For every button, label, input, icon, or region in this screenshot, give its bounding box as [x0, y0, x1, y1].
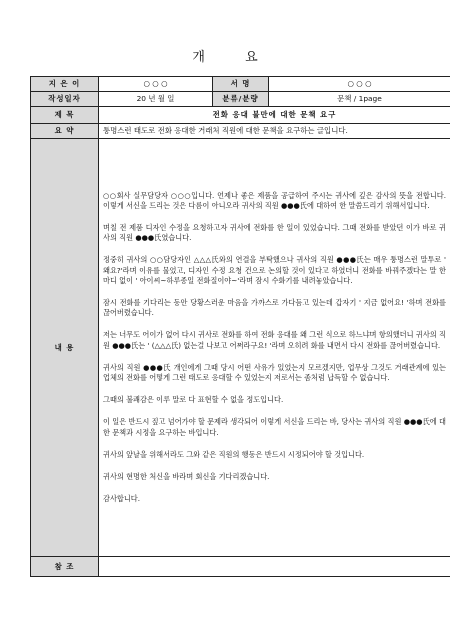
content-paragraph: 잠시 전화를 기다리는 동안 당황스러운 마음을 가까스로 가다듬고 있는데 갑자기 ' 지금 없어요! '하며 전화를 끊어버렸습니다.	[103, 297, 446, 318]
reference-label: 참 조	[31, 557, 99, 577]
document-title: 개 요	[192, 50, 276, 65]
signature-value[interactable]: ○ ○ ○	[269, 77, 450, 92]
summary-form-table	[30, 76, 450, 577]
content-paragraph: ○○회사 실무담당자 ○○○입니다. 언제나 좋은 제품을 공급하여 주시는 귀사에 깊은 감사의 뜻을 전합니다. 이렇게 서신을 드리는 것은 다름이 아니오라 귀사의 직원 ●●●氏에 대하여 한 말씀드리기 위해서입니다.	[103, 190, 446, 210]
content-body[interactable]	[99, 139, 450, 557]
content-paragraph: 감사합니다.	[103, 494, 141, 504]
summary-label: 요 약	[31, 124, 99, 139]
content-paragraph: 저는 너무도 어이가 없어 다시 귀사로 전화를 하여 전화 응대를 왜 그런 식으로 하느냐며 항의했더니 귀사의 직원 ●●●氏는 ' (△△△氏) 없는걸 나보고 어쩌라구요! '라며 오히려 화를 내면서 다시 전화를 끊어버렸습니다.	[103, 330, 446, 350]
author-value[interactable]: ○ ○ ○	[99, 77, 213, 92]
content-paragraph: 그때의 불쾌감은 이루 말로 다 표현할 수 없을 정도입니다.	[103, 395, 284, 405]
summary-row	[31, 124, 450, 139]
author-label: 지 은 이	[31, 77, 99, 92]
reference-row	[31, 557, 450, 577]
content-paragraph: 귀사의 앞날을 위해서라도 그와 같은 직원의 행동은 반드시 시정되어야 할 것입니다.	[103, 449, 365, 459]
subject-row	[31, 107, 450, 124]
content-paragraph: 이 일은 반드시 짚고 넘어가야 할 문제라 생각되어 이렇게 서신을 드리는 바, 당사는 귀사의 직원 ●●●氏에 대한 문책과 시정을 요구하는 바입니다.	[103, 417, 446, 437]
date-row	[31, 92, 450, 107]
reference-value[interactable]	[99, 557, 450, 577]
content-paragraph: 귀사의 직원 ●●●氏 개인에게 그때 당시 어떤 사유가 있었는지 모르겠지만, 업무상 그것도 거래관계에 있는 업체의 전화를 어떻게 그런 태도로 응대할 수 있었는지 저로서는 좀처럼 납득할 수 없습니다.	[103, 362, 446, 382]
signature-label: 서 명	[213, 77, 269, 92]
content-paragraph: 귀사의 현명한 처신을 바라며 회신을 기다리겠습니다.	[103, 472, 270, 482]
content-row	[31, 139, 450, 557]
subject-value[interactable]: 전화 응대 불만에 대한 문책 요구	[99, 107, 450, 124]
author-row	[31, 77, 450, 92]
subject-label: 제 목	[31, 107, 99, 124]
content-paragraph: 정중히 귀사의 ○○담당자인 △△△氏와의 연결을 부탁했으나 귀사의 직원 ●●●氏는 매우 퉁명스런 말투로 ' 왜요?'라며 이유를 물었고, 디자인 수정 요청 건으로 논의할 것이 있다고 하였더니 전화를 바꿔주겠다는 말 한 마디 없이 ' 아이씨~하루종일 전화질이야~'라며 잠시 수화기를 내려놓았습니다.	[103, 255, 446, 285]
category-value[interactable]: 문책 / 1page	[269, 92, 450, 107]
content-label: 내 용	[31, 139, 99, 557]
date-label: 작성일자	[31, 92, 99, 107]
date-value[interactable]: 20 년 월 일	[99, 92, 213, 107]
content-paragraph: 며칠 전 제품 디자인 수정을 요청하고자 귀사에 전화를 한 일이 있었습니다. 그때 전화를 받았던 이가 바로 귀사의 직원 ●●●氏였습니다.	[103, 222, 446, 243]
category-label: 분류/분량	[213, 92, 269, 107]
summary-value[interactable]: 퉁명스런 태도로 전화 응대한 거래처 직원에 대한 문책을 요구하는 글입니다.	[99, 124, 450, 139]
